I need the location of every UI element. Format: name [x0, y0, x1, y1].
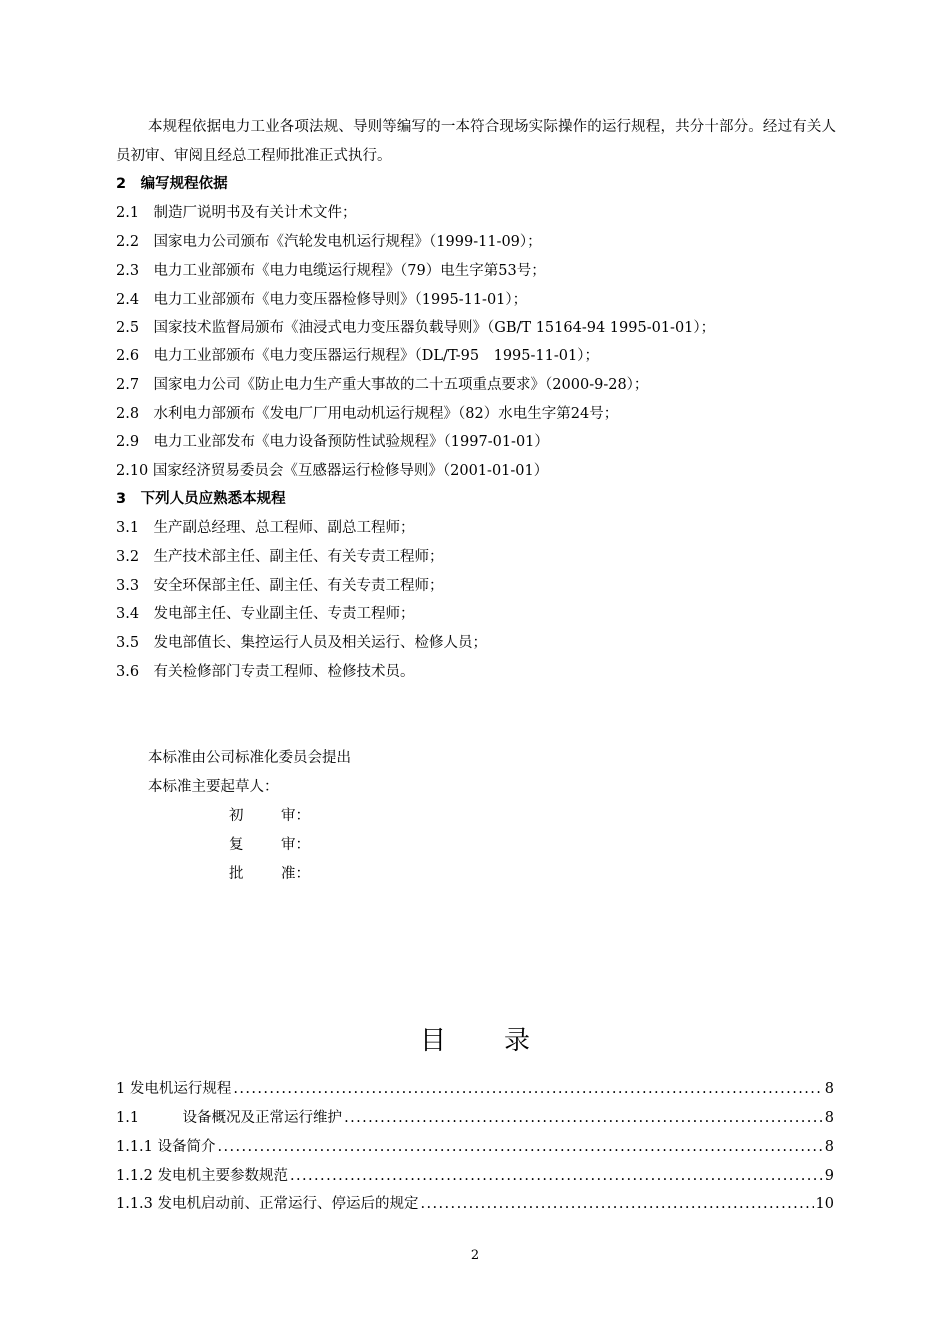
section-3-item: 3.4 发电部主任、专业副主任、专责工程师；	[116, 606, 415, 622]
signature-char: 审：	[281, 837, 310, 853]
section-2-heading: 2 编写规程依据	[116, 176, 228, 192]
toc-leader-dots	[218, 1137, 823, 1157]
toc-entry[interactable]	[116, 1079, 834, 1099]
signature-char: 审：	[281, 808, 310, 824]
proposed-by: 本标准由公司标准化委员会提出	[148, 750, 351, 766]
page-number: 2	[470, 1248, 480, 1263]
section-3-item: 3.3 安全环保部主任、副主任、有关专责工程师；	[116, 578, 444, 594]
section-3-heading: 3 下列人员应熟悉本规程	[116, 491, 286, 507]
toc-entry[interactable]	[116, 1137, 834, 1157]
signature-char: 批	[229, 866, 244, 882]
toc-entry-page: 8	[824, 1081, 834, 1097]
toc-entry-page: 10	[815, 1196, 834, 1212]
section-2-item: 2.3 电力工业部颁布《电力电缆运行规程》（79）电生字第53号；	[116, 263, 546, 279]
signature-char: 准：	[281, 866, 310, 882]
section-2-item: 2.7 国家电力公司《防止电力生产重大事故的二十五项重点要求》（2000-9-28）；	[116, 377, 649, 393]
section-2-item: 2.9 电力工业部发布《电力设备预防性试验规程》（1997-01-01）	[116, 434, 549, 450]
toc-entry[interactable]	[116, 1194, 834, 1214]
toc-entry[interactable]	[116, 1166, 834, 1186]
signature-line-first-review	[229, 806, 310, 826]
signature-line-re-review	[229, 835, 310, 855]
toc-leader-dots	[421, 1194, 814, 1214]
toc-entry-label: 1.1.3 发电机启动前、正常运行、停运后的规定	[116, 1196, 419, 1212]
toc-entry-page: 9	[824, 1168, 834, 1184]
signature-char: 初	[229, 808, 244, 824]
section-3-item: 3.2 生产技术部主任、副主任、有关专责工程师；	[116, 549, 444, 565]
section-3-item: 3.6 有关检修部门专责工程师、检修技术员。	[116, 664, 415, 680]
section-2-item: 2.10 国家经济贸易委员会《互感器运行检修导则》（2001-01-01）	[116, 463, 549, 479]
drafter-label: 本标准主要起草人：	[148, 779, 279, 795]
toc-entry-label: 1.1.1 设备简介	[116, 1139, 216, 1155]
toc-entry-page: 8	[824, 1139, 834, 1155]
section-2-item: 2.8 水利电力部颁布《发电厂厂用电动机运行规程》（82）水电生字第24号；	[116, 406, 619, 422]
toc-leader-dots	[290, 1166, 823, 1186]
toc-leader-dots	[233, 1079, 822, 1099]
toc-entry-page: 8	[824, 1110, 834, 1126]
signature-line-approval	[229, 864, 310, 884]
section-2-item: 2.6 电力工业部颁布《电力变压器运行规程》（DL/T-95 1995-11-01）；	[116, 348, 599, 364]
section-3-item: 3.5 发电部值长、集控运行人员及相关运行、检修人员；	[116, 635, 488, 651]
toc-entry-label: 1.1 设备概况及正常运行维护	[116, 1110, 343, 1126]
section-2-item: 2.5 国家技术监督局颁布《油浸式电力变压器负载导则》（GB/T 15164-94 1995-01-01）；	[116, 320, 716, 336]
section-3-item: 3.1 生产副总经理、总工程师、副总工程师；	[116, 520, 415, 536]
toc-entry-label: 1.1.2 发电机主要参数规范	[116, 1168, 289, 1184]
toc-title: 目录	[419, 1026, 588, 1056]
signature-char: 复	[229, 837, 244, 853]
intro-paragraph: 本规程依据电力工业各项法规、导则等编写的一本符合现场实际操作的运行规程，共分十部分。经过有关人员初审、审阅且经总工程师批准正式执行。	[116, 119, 836, 164]
section-2-item: 2.4 电力工业部颁布《电力变压器检修导则》（1995-11-01）；	[116, 292, 528, 308]
toc-entry[interactable]	[116, 1108, 834, 1128]
section-2-item: 2.2 国家电力公司颁布《汽轮发电机运行规程》（1999-11-09）；	[116, 234, 542, 250]
toc-leader-dots	[344, 1108, 823, 1128]
section-2-item: 2.1 制造厂说明书及有关计术文件；	[116, 205, 357, 221]
toc-entry-label: 1 发电机运行规程	[116, 1081, 232, 1097]
